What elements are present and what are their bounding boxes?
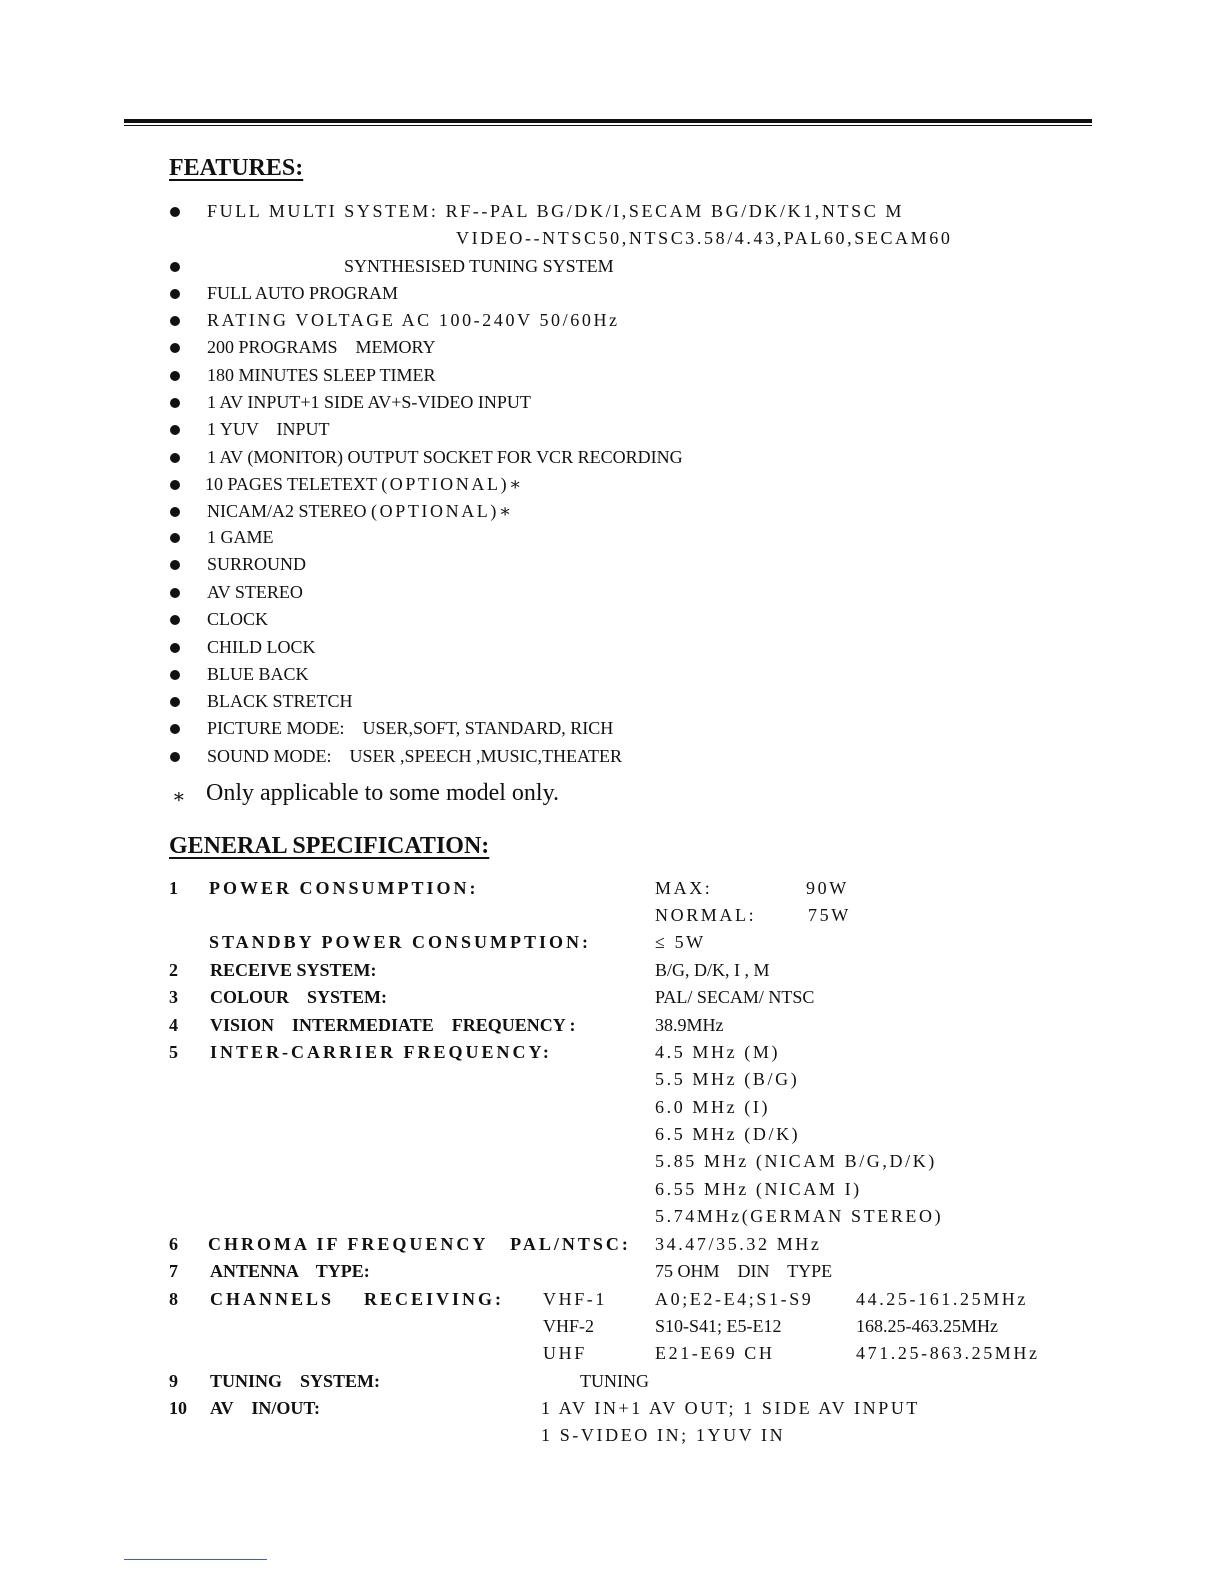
general-spec-heading: GENERAL SPECIFICATION: (169, 833, 490, 859)
feature-item: AV STEREO (207, 582, 303, 602)
bullet (170, 262, 180, 272)
feature-item-text: 10 PAGES TELETEXT (205, 474, 377, 494)
note-asterisk: ∗ (172, 786, 186, 808)
bullet (170, 560, 180, 570)
bullet (170, 752, 180, 762)
bullet (170, 697, 180, 707)
spec-power-max-label: MAX: (655, 878, 713, 898)
bullet (170, 533, 180, 543)
spec-label-channels: CHANNELS RECEIVING: (210, 1289, 505, 1309)
feature-item (207, 501, 514, 522)
spec-av-value-2: 1 S-VIDEO IN; 1YUV IN (541, 1425, 786, 1445)
spec-number: 6 (169, 1234, 178, 1254)
spec-label-antenna: ANTENNA TYPE: (210, 1261, 370, 1281)
bullet (170, 316, 180, 326)
spec-tuning-value: TUNING (580, 1371, 649, 1391)
spec-label-chroma: CHROMA IF FREQUENCY PAL/NTSC: (208, 1234, 631, 1254)
spec-vif-value: 38.9MHz (655, 1015, 724, 1035)
feature-item: BLACK STRETCH (207, 691, 353, 711)
bullet (170, 588, 180, 598)
bullet (170, 371, 180, 381)
spec-chroma-value: 34.47/35.32 MHz (655, 1234, 822, 1254)
feature-item: RATING VOLTAGE AC 100-240V 50/60Hz (207, 310, 620, 330)
spec-number: 1 (169, 878, 178, 898)
bullet (170, 343, 180, 353)
spec-receive-value: B/G, D/K, I , M (655, 960, 770, 980)
spec-icf-value: 4.5 MHz (M) (655, 1042, 781, 1062)
channel-freq: 44.25-161.25MHz (856, 1289, 1028, 1309)
spec-label-colour: COLOUR SYSTEM: (210, 987, 388, 1007)
channel-freq: 168.25-463.25MHz (856, 1316, 998, 1336)
spec-label-standby: STANDBY POWER CONSUMPTION: (209, 932, 592, 952)
bullet (170, 207, 180, 217)
feature-item: CLOCK (207, 609, 269, 629)
features-heading: FEATURES: (169, 155, 304, 181)
bullet (170, 507, 180, 517)
bullet (170, 724, 180, 734)
spec-number: 4 (169, 1015, 178, 1035)
channel-range: A0;E2-E4;S1-S9 (655, 1289, 814, 1309)
channel-range: S10-S41; E5-E12 (655, 1316, 782, 1336)
feature-item: BLUE BACK (207, 664, 309, 684)
footer-line (124, 1559, 267, 1560)
spec-standby-value: ≤ 5W (655, 932, 706, 952)
spec-icf-value: 5.5 MHz (B/G) (655, 1069, 800, 1089)
spec-number: 8 (169, 1289, 178, 1309)
spec-icf-value: 6.0 MHz (I) (655, 1097, 771, 1117)
bullet (170, 398, 180, 408)
channel-band: VHF-1 (543, 1289, 608, 1309)
spec-label-receive: RECEIVE SYSTEM: (210, 960, 377, 980)
spec-number: 2 (169, 960, 178, 980)
spec-number: 9 (169, 1371, 178, 1391)
spec-number: 3 (169, 987, 178, 1007)
channel-band: VHF-2 (543, 1316, 595, 1336)
feature-multi-system-line2: VIDEO--NTSC50,NTSC3.58/4.43,PAL60,SECAM60 (456, 228, 953, 248)
spec-label-power: POWER CONSUMPTION: (209, 878, 479, 898)
top-rule-thin (124, 125, 1092, 126)
channel-band: UHF (543, 1343, 587, 1363)
channel-range: E21-E69 CH (655, 1343, 775, 1363)
feature-item: SYNTHESISED TUNING SYSTEM (344, 256, 614, 276)
spec-icf-value: 5.74MHz(GERMAN STEREO) (655, 1206, 944, 1226)
feature-item: 180 MINUTES SLEEP TIMER (207, 365, 436, 385)
feature-item-text: NICAM/A2 STEREO (207, 501, 367, 521)
feature-item: SURROUND (207, 554, 307, 574)
channel-freq: 471.25-863.25MHz (856, 1343, 1040, 1363)
feature-item: 1 GAME (207, 527, 274, 547)
feature-item (205, 474, 524, 495)
spec-label-tuning: TUNING SYSTEM: (210, 1371, 381, 1391)
feature-item: PICTURE MODE: USER,SOFT, STANDARD, RICH (207, 718, 614, 738)
spec-av-value-1: 1 AV IN+1 AV OUT; 1 SIDE AV INPUT (541, 1398, 921, 1418)
bullet (170, 643, 180, 653)
feature-item: 1 YUV INPUT (207, 419, 330, 439)
spec-icf-value: 6.55 MHz (NICAM I) (655, 1179, 862, 1199)
feature-item: 1 AV INPUT+1 SIDE AV+S-VIDEO INPUT (207, 392, 531, 412)
spec-power-normal-label: NORMAL: (655, 905, 757, 925)
spec-colour-value: PAL/ SECAM/ NTSC (655, 987, 815, 1007)
spec-label-av: AV IN/OUT: (210, 1398, 321, 1418)
optional-marker: (OPTIONAL)∗ (371, 501, 514, 521)
feature-item: 200 PROGRAMS MEMORY (207, 337, 436, 357)
top-rule-thick (124, 119, 1092, 123)
spec-number: 10 (169, 1398, 187, 1418)
spec-label-icf: INTER-CARRIER FREQUENCY: (210, 1042, 552, 1062)
bullet (170, 453, 180, 463)
bullet (170, 425, 180, 435)
spec-icf-value: 6.5 MHz (D/K) (655, 1124, 801, 1144)
spec-power-max-value: 90W (806, 878, 849, 898)
spec-icf-value: 5.85 MHz (NICAM B/G,D/K) (655, 1151, 937, 1171)
feature-item: FULL AUTO PROGRAM (207, 283, 399, 303)
feature-item: 1 AV (MONITOR) OUTPUT SOCKET FOR VCR RECORDING (207, 447, 683, 467)
feature-item: CHILD LOCK (207, 637, 316, 657)
bullet (170, 289, 180, 299)
spec-number: 5 (169, 1042, 178, 1062)
spec-antenna-value: 75 OHM DIN TYPE (655, 1261, 833, 1281)
optional-marker: (OPTIONAL)∗ (381, 474, 525, 494)
feature-item: SOUND MODE: USER ,SPEECH ,MUSIC,THEATER (207, 746, 623, 766)
spec-power-normal-value: 75W (808, 905, 851, 925)
bullet (170, 670, 180, 680)
feature-multi-system-line1: FULL MULTI SYSTEM: RF--PAL BG/DK/I,SECAM BG/DK/K1,NTSC M (207, 201, 905, 221)
bullet (170, 615, 180, 625)
footnote: Only applicable to some model only. (206, 780, 560, 806)
spec-number: 7 (169, 1261, 178, 1281)
spec-label-vif: VISION INTERMEDIATE FREQUENCY : (210, 1015, 576, 1035)
bullet (170, 480, 180, 490)
